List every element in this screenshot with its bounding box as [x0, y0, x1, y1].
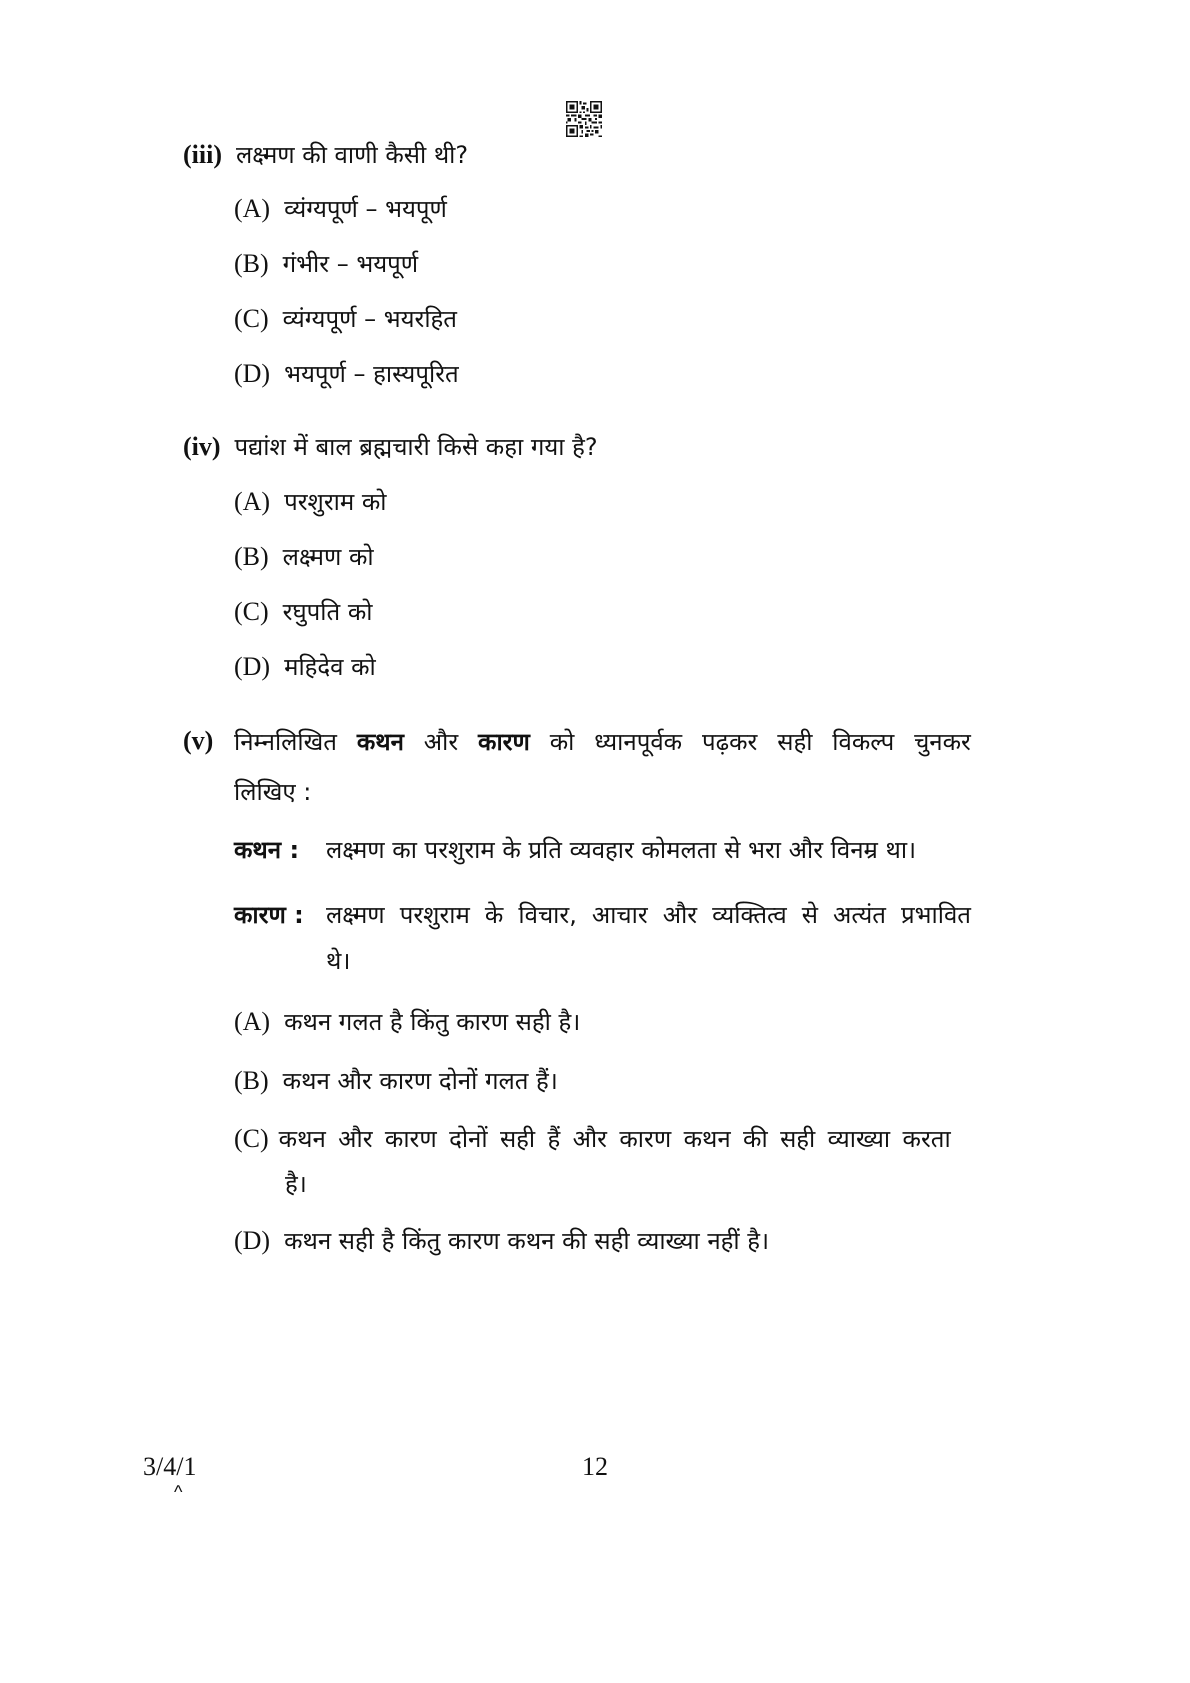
- reason-text-line1: लक्ष्मण परशुराम के विचार, आचार और व्यक्तित्व से अत्यंत प्रभावित: [326, 901, 971, 929]
- option-text: परशुराम को: [284, 488, 387, 516]
- question-iv: [183, 430, 598, 463]
- option-label: (A): [234, 1007, 271, 1036]
- option-a[interactable]: [234, 485, 387, 518]
- option-label: (B): [234, 542, 269, 571]
- option-label: (A): [234, 487, 271, 516]
- word: चुनकर: [914, 728, 971, 756]
- option-label: (A): [234, 194, 271, 223]
- question-text: पद्यांश में बाल ब्रह्मचारी किसे कहा गया है?: [234, 433, 598, 461]
- question-text: लक्ष्मण की वाणी कैसी थी?: [236, 141, 469, 169]
- option-c[interactable]: [234, 302, 457, 335]
- word-kathan: कथन: [356, 728, 404, 756]
- question-number: (v): [183, 726, 214, 755]
- option-label: (D): [234, 359, 271, 388]
- paper-code: 3/4/1: [143, 1452, 197, 1481]
- option-d[interactable]: [234, 357, 459, 390]
- option-d[interactable]: [234, 650, 376, 683]
- page-number: 12: [582, 1452, 608, 1481]
- option-text: व्यंग्यपूर्ण – भयरहित: [282, 305, 457, 333]
- word: निम्नलिखित: [234, 728, 337, 756]
- option-label: (D): [234, 652, 271, 681]
- word: विकल्प: [832, 728, 895, 756]
- option-text: रघुपति को: [282, 598, 373, 626]
- option-d[interactable]: [234, 1224, 769, 1257]
- word: को: [549, 728, 575, 756]
- question-v-text-line1: [234, 725, 971, 758]
- option-text: गंभीर – भयपूर्ण: [282, 250, 419, 278]
- question-iii: [183, 138, 468, 171]
- option-text-line1: कथन और कारण दोनों सही हैं और कारण कथन की सही व्याख्या करता: [278, 1125, 951, 1153]
- word: पढ़कर: [701, 728, 758, 756]
- option-text: महिदेव को: [284, 653, 376, 681]
- option-text: भयपूर्ण – हास्यपूरित: [284, 360, 459, 388]
- option-a[interactable]: [234, 192, 447, 225]
- word: और: [423, 728, 459, 756]
- option-label: (C): [234, 597, 269, 626]
- option-b[interactable]: [234, 1064, 558, 1097]
- option-b[interactable]: [234, 540, 374, 573]
- option-b[interactable]: [234, 247, 418, 280]
- word: सही: [777, 728, 813, 756]
- option-label: (B): [234, 249, 269, 278]
- option-text: कथन सही है किंतु कारण कथन की सही व्याख्या नहीं है।: [284, 1227, 770, 1255]
- option-a[interactable]: [234, 1005, 580, 1038]
- question-number: (iv): [183, 432, 221, 461]
- question-v-text-line2: लिखिए :: [234, 778, 312, 806]
- option-text: कथन गलत है किंतु कारण सही है।: [284, 1008, 581, 1036]
- option-text: लक्ष्मण को: [282, 543, 374, 571]
- option-label: (D): [234, 1226, 271, 1255]
- word: ध्यानपूर्वक: [594, 728, 683, 756]
- reason-label: कारण :: [234, 901, 304, 929]
- option-c-text-line2: है।: [285, 1170, 307, 1198]
- question-v-number: [183, 726, 213, 756]
- caret-mark: ^: [174, 1482, 183, 1502]
- option-text: व्यंग्यपूर्ण – भयपूर्ण: [284, 195, 447, 223]
- reason-text-line2: थे।: [326, 947, 351, 975]
- option-c[interactable]: [234, 1122, 951, 1155]
- option-text: कथन और कारण दोनों गलत हैं।: [282, 1067, 558, 1095]
- assertion-label: कथन :: [234, 836, 300, 864]
- option-label: (C): [234, 1124, 269, 1153]
- word-karan: कारण: [478, 728, 530, 756]
- option-label: (C): [234, 304, 269, 333]
- question-number: (iii): [183, 140, 222, 169]
- option-c[interactable]: [234, 595, 372, 628]
- assertion-text: लक्ष्मण का परशुराम के प्रति व्यवहार कोमलता से भरा और विनम्र था।: [326, 836, 917, 864]
- qr-code-icon: [566, 101, 602, 137]
- option-label: (B): [234, 1066, 269, 1095]
